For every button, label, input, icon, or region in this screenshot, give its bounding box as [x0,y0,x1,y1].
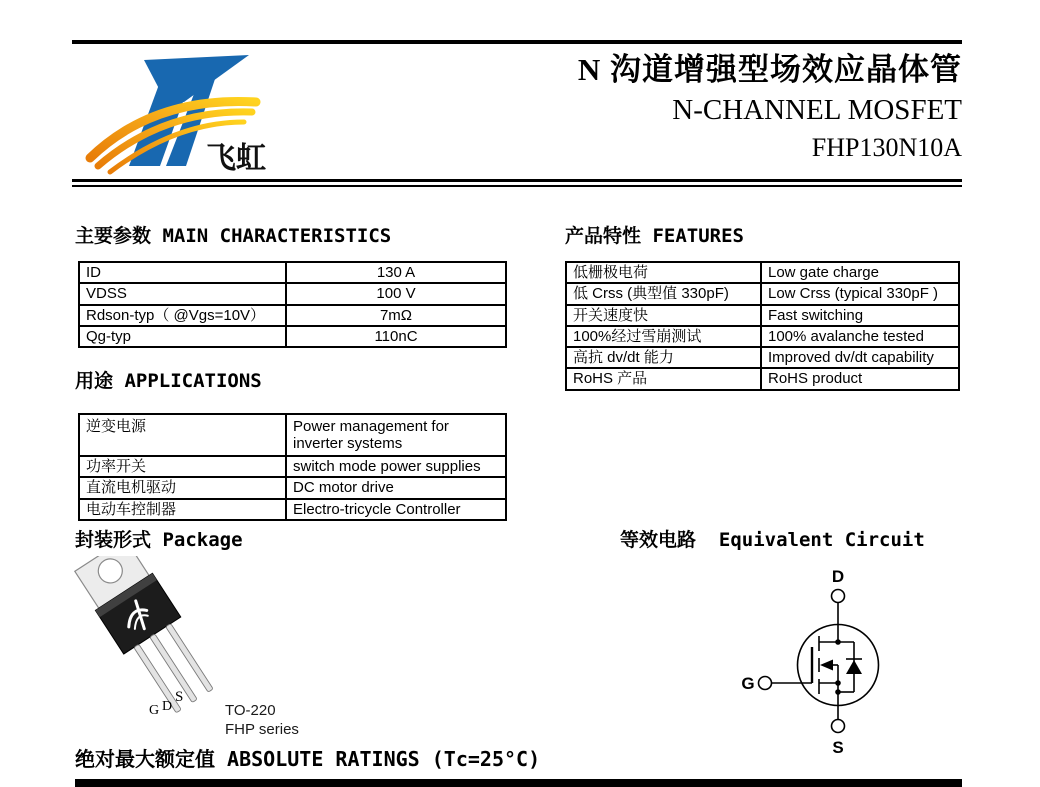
param-value: 110nC [286,326,506,347]
application-cn: 电动车控制器 [79,499,286,520]
param-value: 7mΩ [286,305,506,326]
mosfet-symbol [738,563,938,775]
features-table [565,261,960,391]
title-english: N-CHANNEL MOSFET [672,94,962,126]
main-characteristics-table [78,261,507,348]
circuit-drain-label: D [831,567,845,586]
table-row [566,326,959,347]
feature-cn: RoHS 产品 [566,368,761,389]
application-en: switch mode power supplies [286,456,506,477]
table-row [79,477,506,498]
param-name: VDSS [79,283,286,304]
header-double-rule [72,179,962,187]
feature-en: Low Crss (typical 330pF ) [761,283,959,304]
application-en: DC motor drive [286,477,506,498]
package-pin-label-source: S [175,689,184,705]
param-name: Qg-typ [79,326,286,347]
table-row [79,305,506,326]
table-row [566,368,959,389]
section-heading-absolute-ratings: 绝对最大额定值 ABSOLUTE RATINGS (Tc=25°C) [75,747,541,771]
table-row [79,326,506,347]
feature-cn: 100%经过雪崩测试 [566,326,761,347]
feature-cn: 低栅极电荷 [566,262,761,283]
brand-logo [84,54,274,176]
package-series-label: FHP series [225,720,299,738]
table-row [79,499,506,520]
application-cn: 功率开关 [79,456,286,477]
feature-cn: 开关速度快 [566,305,761,326]
param-value: 100 V [286,283,506,304]
table-row [566,305,959,326]
param-name: Rdson-typ（ @Vgs=10V） [79,305,286,326]
circuit-source-label: S [832,738,844,757]
section-heading-main-characteristics: 主要参数 MAIN CHARACTERISTICS [75,225,392,247]
to-220-package-image [70,556,240,756]
top-rule [72,40,962,44]
section-heading-applications: 用途 APPLICATIONS [75,370,262,392]
table-row [566,283,959,304]
feature-en: Improved dv/dt capability [761,347,959,368]
applications-table [78,413,507,521]
feature-cn: 高抗 dv/dt 能力 [566,347,761,368]
table-row [79,414,506,456]
param-name: ID [79,262,286,283]
application-cn: 逆变电源 [79,414,286,456]
section-heading-features: 产品特性 FEATURES [565,225,744,247]
package-pin-label-drain: D [162,699,173,714]
section-heading-equivalent-circuit: 等效电路 Equivalent Circuit [620,529,925,551]
application-en: Power management for inverter systems [286,414,506,456]
feature-cn: 低 Crss (典型值 330pF) [566,283,761,304]
table-row [79,262,506,283]
application-en: Electro-tricycle Controller [286,499,506,520]
feature-en: Fast switching [761,305,959,326]
param-value: 130 A [286,262,506,283]
title-block [578,54,962,161]
table-row [566,347,959,368]
feature-en: Low gate charge [761,262,959,283]
package-pin-label-gate: G [149,703,160,718]
table-row [79,456,506,477]
brand-text: 飞虹 [206,142,266,175]
feature-en: RoHS product [761,368,959,389]
table-row [79,283,506,304]
section-heading-package: 封装形式 Package [75,529,243,551]
package-type-label: TO-220 [225,702,276,719]
package-caption [225,702,299,740]
table-row [566,262,959,283]
title-chinese: N 沟道增强型场效应晶体管 [577,52,962,87]
application-cn: 直流电机驱动 [79,477,286,498]
ratings-table-top-edge [75,779,962,787]
part-number: FHP130N10A [811,133,962,162]
feature-en: 100% avalanche tested [761,326,959,347]
circuit-gate-label: G [741,674,755,693]
